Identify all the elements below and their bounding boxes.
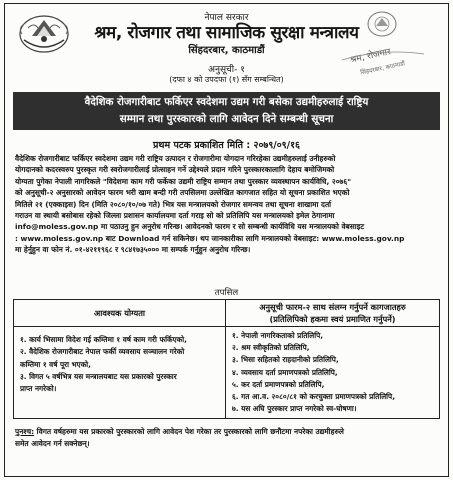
notice-body [15, 153, 438, 256]
rule-reference: (दफा ४ को उपदफा (१) सँग सम्बन्धित) [169, 75, 284, 84]
postscript-note [15, 426, 438, 450]
list-item: ५. कर दर्ता प्रमाणपत्रको प्रतिलिपि, [232, 379, 325, 389]
body-line: मा हेर्नुहुन वा फोन नं. ०१-४२११९६८ र ९८४१७३५००० मा सम्पर्क गर्नुहुन अनुरोध गरिन्छ। [15, 245, 251, 255]
table-header-documents [226, 301, 439, 325]
body-line: योग्यता पुगेका नेपाली नागरिकले "विदेशमा काम गरी फर्केका उद्यमी राष्ट्रिय सम्मान तथा पुरस्कार व्यवस्थापन कार्यविधि, २०७६" [15, 176, 352, 186]
list-item: ३. भिसा सहितको राहदानीको प्रतिलिपि, [232, 355, 339, 365]
stamp-text-bottom: सिंहदरबार, काठमाडौं [359, 60, 406, 77]
stamp-text-top: श्रम, रोजगार [349, 47, 392, 66]
body-line: वैदेशिक रोजगारीबाट फर्किएर स्वदेशमा उद्यम गरी राष्ट्रिय उत्पादन र रोजगारीमा योगदान गरिरहेका उद्यमीहरुलाई उनीहरुको [15, 154, 336, 163]
postscript-line-1: विगत वर्षहरुमा यस प्रकारको पुरस्कारको लागि आवेदन पेश गरेका तर पुरस्कारको लागि छनौटमा नपरेका उद्यमीहरुले [36, 427, 344, 436]
annex-label: अनुसूची- १ [208, 65, 245, 75]
body-line: को अनुसूची-२ अनुसारको आवेदन फारम भरी खाम बन्दी गरी तपसिलमा उल्लेखित कागजात सहित यो सूचना प्रकाशित भएको [15, 188, 350, 198]
notice-title-banner [13, 92, 440, 130]
annex-heading: तपसिल [214, 288, 239, 298]
list-item: कम्तिमा १ वर्ष पूरा भएको, [20, 359, 91, 369]
notice-title-line-1: वैदेशिक रोजगारीबाट फर्किएर स्वदेशमा उद्यम गरी बसेका उद्यमीहरुलाई राष्ट्रिय [84, 96, 369, 108]
list-item: ४. व्यवसाय दर्ता प्रमाणपत्रको प्रतिलिपि, [232, 367, 338, 377]
list-item: प्राप्त नगरेको। [20, 384, 57, 394]
list-item: ७. यस अघि पुरस्कार प्राप्त नगरेको स्व-घोषणा। [232, 404, 357, 414]
postscript-line-2: समेत आवेदन गर्न सक्नेछन्। [15, 439, 90, 448]
body-line: गराउन वा स्थायी बसोबास रहेको जिल्ला प्रशासन कार्यालयमा दर्ता गराइ सो को प्रतिलिपि यस मन्त्रालयको इमेल ठेगानामा [15, 211, 335, 221]
table-header-documents-line-2: (प्रतिलिपिको हकमा स्वयं प्रमाणित गर्नुपर्ने) [269, 314, 396, 324]
requirements-table [13, 299, 440, 419]
body-line: योगदानको कदरस्वरुप पुरस्कृत गरी स्वरोजगारीलाई प्रोत्साहन गर्ने उद्देश्यले प्रदान गरिने पुरस्कारकालागि देहाय बमोजिमको [15, 165, 335, 175]
list-item: २. श्रम स्वीकृतिको प्रतिलिपि, [232, 343, 310, 353]
table-header-qualification: आवश्यक योग्यता [94, 308, 145, 318]
postscript-label: पुनश्च: [15, 427, 35, 436]
table-header-divider [14, 326, 439, 327]
publication-date: प्रथम पटक प्रकाशित मिति : २०७९/०९/१६ [153, 140, 300, 151]
list-item: २. वैदेशिक रोजगारीबाट नेपाल फर्की व्यवसाय सञ्चालन गरेको [20, 347, 185, 357]
body-line: मितिले २१ (एक्काइस) दिन (मिति २०८०/१०/०७ गते) भित्र यस मन्त्रालयको रोजगार समन्वय तथा सूचना शाखामा दर्ता [15, 199, 332, 209]
list-item: ६. गत आ.व. २०८०/८१ को करचुक्ता प्रमाणपत्रको प्रतिलिपि, [232, 392, 395, 402]
notice-page [4, 3, 449, 477]
list-item: १. नेपाली नागरिकताको प्रतिलिपि, [232, 331, 324, 340]
notice-title-line-2: सम्मान तथा पुरस्कारको लागि आवेदन दिने सम्बन्धी सूचना [119, 113, 334, 125]
ministry-location: सिंहदरबार, काठमाडौं [188, 45, 265, 56]
table-header-documents-line-1: अनुसूची फारम-२ साथ संलग्न गर्नुपर्ने कागजातहरु [259, 302, 406, 312]
ministry-name: श्रम, रोजगार तथा सामाजिक सुरक्षा मन्त्रालय [94, 23, 359, 43]
government-name: नेपाल सरकार [204, 13, 249, 23]
body-line: : www.moless.gov.np बाट Download गर्न सकिनेछ। थप जानकारीका लागि मन्त्रालयको वेबसाइट: www.moless.gov.np [15, 233, 405, 243]
list-item: ३. विगत ५ वर्षभित्र यस मन्त्रालयबाट यस प्रकारको पुरस्कार [20, 371, 177, 381]
documents-list [232, 330, 435, 415]
body-line: info@moless.gov.np मा पठाउनु हुन अनुरोध गरिन्छ। आवेदनको फारम र सो सम्बन्धी कार्यविधि यस मन्त्रालयको वेबसाइट [15, 222, 365, 232]
list-item: १. कार्य भिसामा विदेश गई कम्तिमा १ वर्ष काम गरी फर्किएको, [20, 335, 187, 344]
qualification-list [20, 334, 222, 395]
